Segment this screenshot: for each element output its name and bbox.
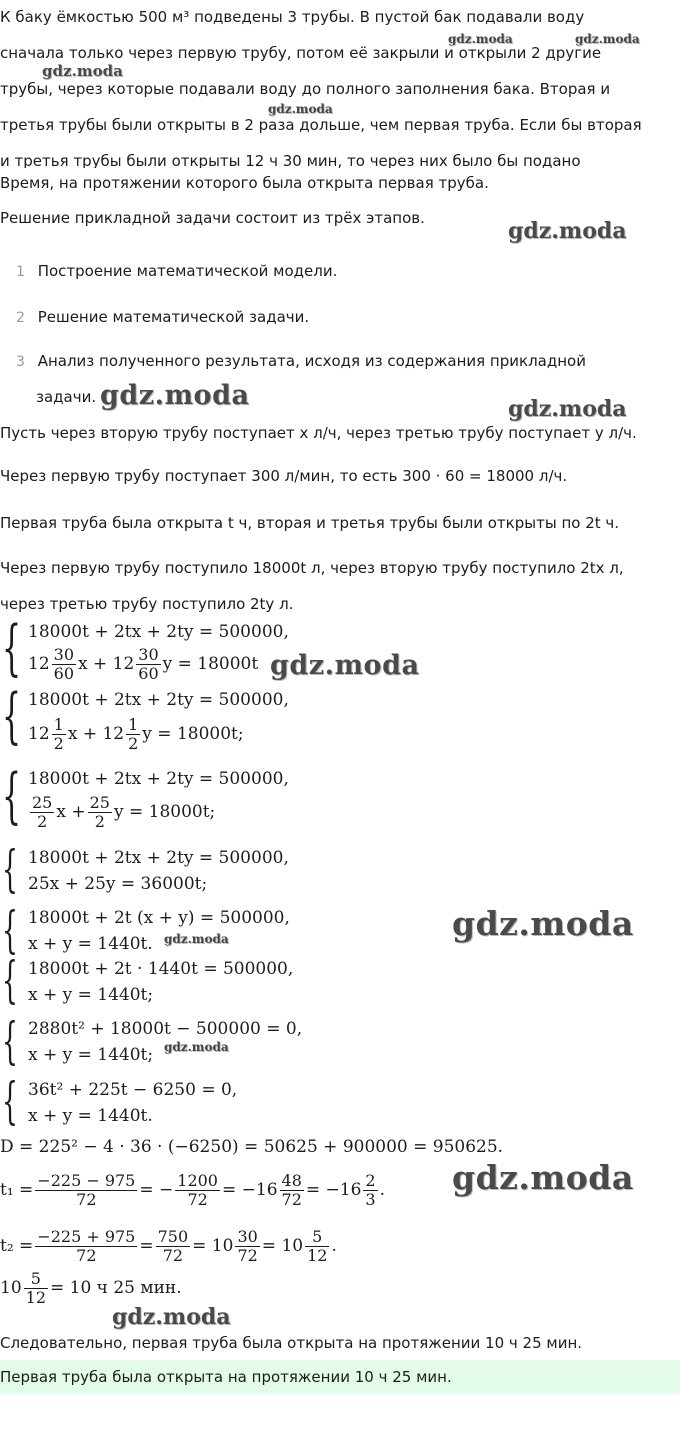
system-brace: { [2, 761, 22, 831]
system-brace: { [2, 840, 18, 898]
paragraph: Через первую трубу поступило 18000t л, через вторую трубу поступило 2tx л, [0, 559, 624, 577]
system-brace: { [2, 613, 22, 683]
discriminant-line: D = 225² − 4 · 36 · (−6250) = 50625 + 900000 = 950625. [0, 1137, 504, 1157]
equation-line: 36t² + 225t − 6250 = 0, [28, 1080, 238, 1100]
problem-line: трубы, через которые подавали воду до полного заполнения бака. Вторая и [0, 80, 611, 98]
system-brace: { [2, 1072, 18, 1130]
equation-line: 18000t + 2tx + 2ty = 500000, [28, 690, 289, 710]
watermark: gdz.moda [508, 396, 627, 422]
equation-line: 25x + 25y = 36000t; [28, 874, 208, 894]
equation-line: 12 $\frac{1}{2}$ x + 12 $\frac{1}{2}$ y = 18000t; [28, 715, 244, 753]
system-brace: { [2, 1012, 18, 1070]
watermark: gdz.moda [100, 380, 250, 411]
problem-statement [0, 0, 680, 168]
root-t2-line: t₂ = $\frac{-225 + 975}{72}$ = $\frac{750}{72}$ = 10 $\frac{30}{72}$ = 10 $\frac{5}{12}$ . [0, 1227, 337, 1265]
paragraph: Первая труба была открыта t ч, вторая и третья трубы были открыты по 2t ч. [0, 514, 620, 532]
equation-line: x + y = 1440t. [28, 1106, 153, 1126]
problem-line: третья трубы были открыты в 2 раза дольше, чем первая труба. Если бы вторая [0, 116, 642, 134]
step-text: Анализ полученного результата, исходя из содержания прикладной [37, 352, 586, 370]
problem-line: и третья трубы были открыты 12 ч 30 мин, то через них было бы подано [0, 152, 581, 168]
root-t1-line: t₁ = $\frac{-225 - 975}{72}$ = − $\frac{1200}{72}$ = −16 $\frac{48}{72}$ = −16 $\frac{2}{3}$ . [0, 1171, 385, 1209]
paragraph: Пусть через вторую трубу поступает x л/ч, через третью трубу поступает y л/ч. [0, 424, 637, 442]
watermark: gdz.moda [270, 650, 420, 681]
system-brace: { [2, 901, 18, 959]
list-item [16, 352, 586, 370]
equation-line: 12 $\frac{30}{60}$ x + 12 $\frac{30}{60}$ y = 18000t [28, 645, 259, 683]
step-number: 3 [16, 354, 25, 370]
watermark: gdz.moda [112, 1304, 231, 1330]
problem-line: сначала только через первую трубу, потом её закрыли и открыли 2 другие [0, 44, 602, 62]
watermark: gdz.moda [452, 904, 634, 943]
equation-line: 18000t + 2tx + 2ty = 500000, [28, 622, 289, 642]
problem-line: К баку ёмкостью 500 м³ подведены 3 трубы. В пустой бак подавали воду [0, 8, 585, 26]
equation-line: 2880t² + 18000t − 500000 = 0, [28, 1019, 303, 1039]
system-brace: { [2, 681, 22, 751]
step-text: Построение математической модели. [37, 262, 338, 280]
equation-line: 18000t + 2tx + 2ty = 500000, [28, 848, 289, 868]
equation-line: x + y = 1440t. [28, 934, 153, 954]
equation-line: 18000t + 2t (x + y) = 500000, [28, 908, 290, 928]
conversion-line: 10 $\frac{5}{12}$ = 10 ч 25 мин. [0, 1269, 182, 1307]
watermark: gdz.moda [448, 32, 513, 46]
intro-text: Решение прикладной задачи состоит из трёх этапов. [0, 209, 425, 227]
question-text: Время, на протяжении которого была открыта первая труба. [0, 174, 489, 192]
equation-line: $\frac{25}{2}$ x + $\frac{25}{2}$ y = 18000t; [32, 793, 216, 831]
watermark: gdz.moda [452, 1158, 634, 1197]
conclusion-text: Следовательно, первая труба была открыта на протяжении 10 ч 25 мин. [0, 1334, 583, 1352]
watermark: gdz.moda [575, 32, 640, 46]
paragraph: Через первую трубу поступает 300 л/мин, то есть 300 · 60 = 18000 л/ч. [0, 467, 568, 485]
watermark: gdz.moda [268, 102, 333, 116]
list-item [16, 262, 337, 280]
equation-line: x + y = 1440t; [28, 1045, 154, 1065]
equation-line: x + y = 1440t; [28, 985, 154, 1005]
equation-line: 18000t + 2tx + 2ty = 500000, [28, 769, 289, 789]
system-brace: { [2, 951, 18, 1009]
watermark: gdz.moda [508, 218, 627, 244]
step-number: 1 [16, 264, 25, 280]
step-text-continued: задачи. [36, 388, 97, 406]
watermark: gdz.moda [164, 1040, 229, 1054]
step-number: 2 [16, 310, 25, 326]
step-text: Решение математической задачи. [37, 308, 310, 326]
equation-line: 18000t + 2t · 1440t = 500000, [28, 959, 294, 979]
answer-text: Первая труба была открыта на протяжении 10 ч 25 мин. [0, 1368, 452, 1386]
answer-box [0, 1360, 680, 1394]
list-item [16, 308, 309, 326]
watermark: gdz.moda [164, 932, 229, 946]
paragraph: через третью трубу поступило 2ty л. [0, 595, 294, 613]
watermark: gdz.moda [42, 62, 123, 80]
